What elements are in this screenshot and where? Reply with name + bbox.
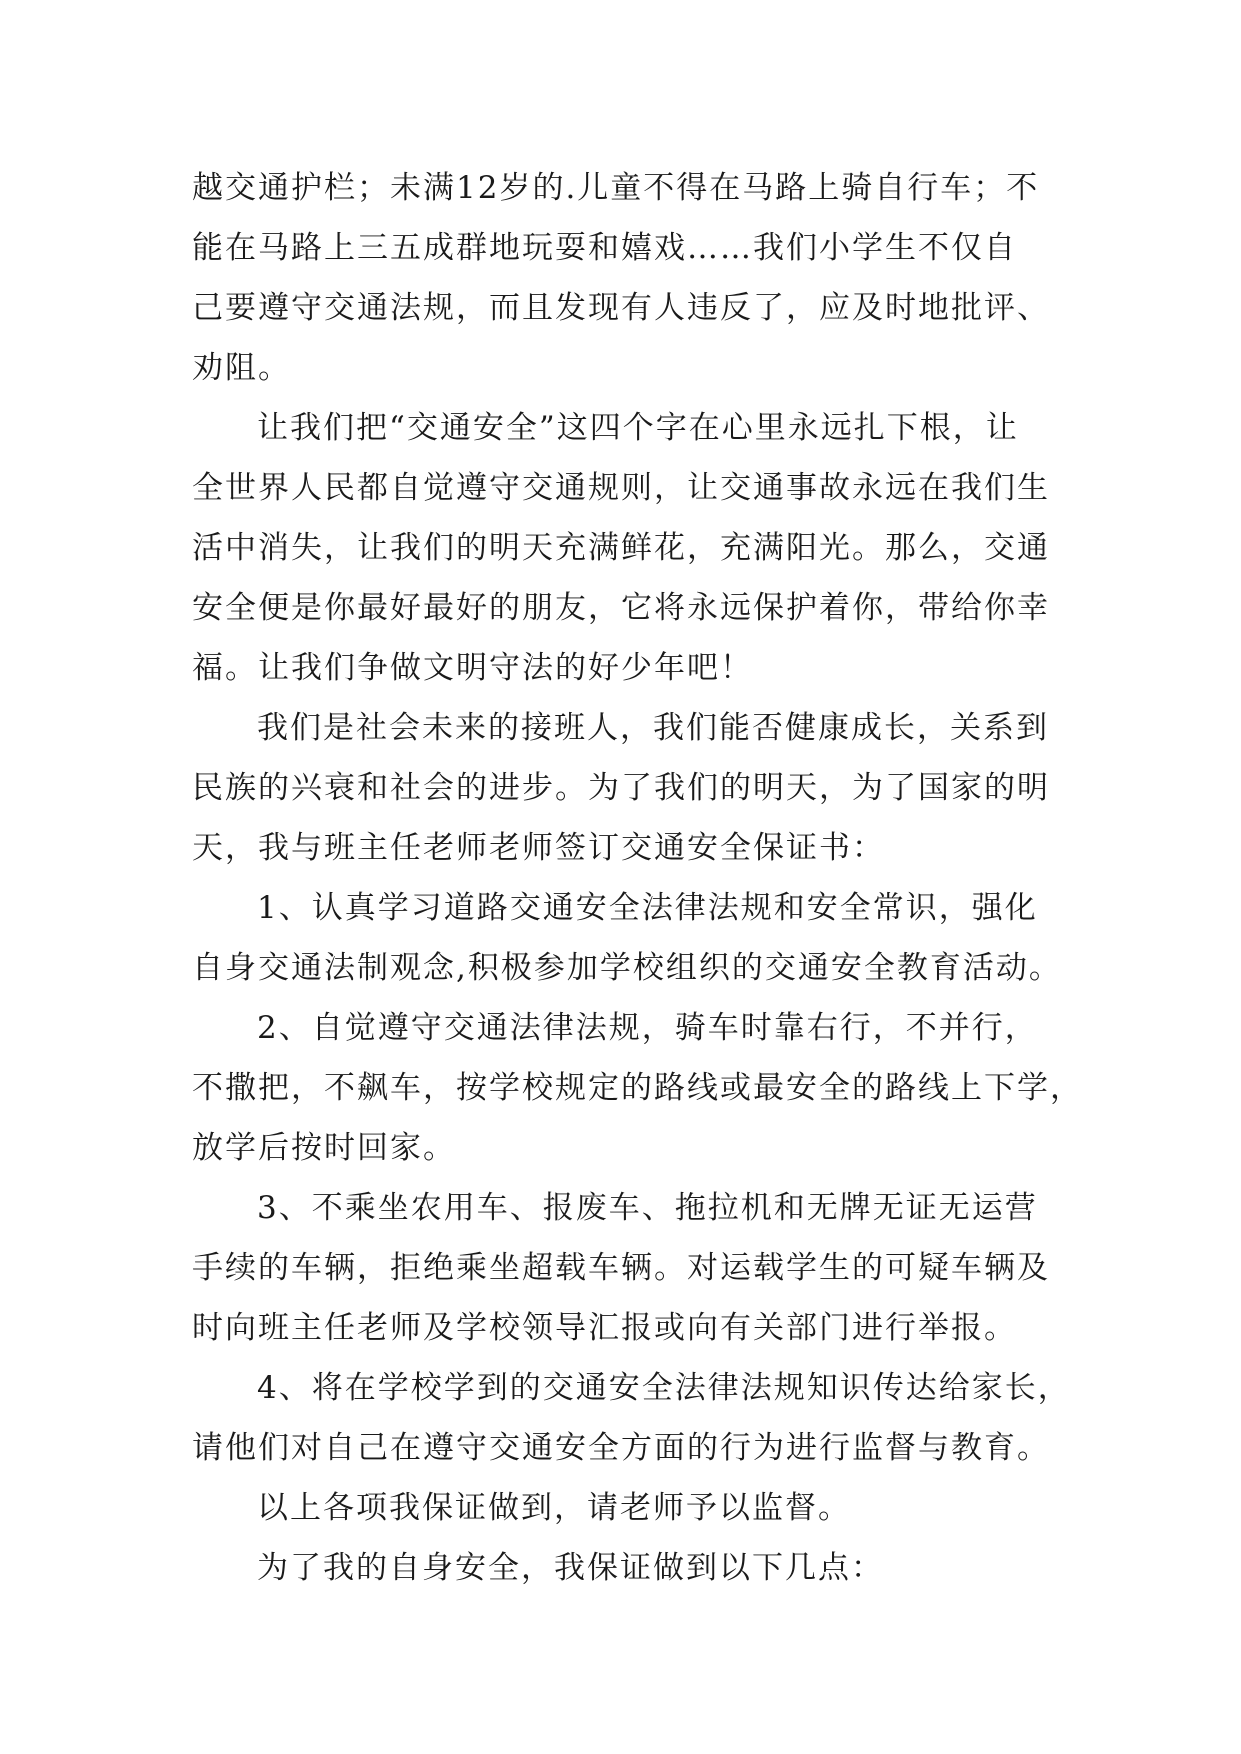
text-line: 1、认真学习道路交通安全法律法规和安全常识，强化	[257, 890, 1038, 926]
text-line: 3、不乘坐农用车、报废车、拖拉机和无牌无证无运营	[257, 1190, 1038, 1226]
text-line: 安全便是你最好最好的朋友，它将永远保护着你，带给你幸	[192, 590, 1050, 626]
text-line: 不撒把，不飙车，按学校规定的路线或最安全的路线上下学，	[192, 1070, 1083, 1106]
text-line: 己要遵守交通法规，而且发现有人违反了，应及时地批评、	[192, 290, 1050, 326]
text-line: 劝阻。	[192, 350, 291, 386]
text-line: 全世界人民都自觉遵守交通规则，让交通事故永远在我们生	[192, 470, 1050, 506]
text-line: 我们是社会未来的接班人，我们能否健康成长，关系到	[257, 710, 1049, 746]
text-line: 天，我与班主任老师老师签订交通安全保证书：	[192, 830, 885, 866]
text-line: 能在马路上三五成群地玩耍和嬉戏……我们小学生不仅自	[192, 230, 1017, 266]
text-line: 民族的兴衰和社会的进步。为了我们的明天，为了国家的明	[192, 770, 1050, 806]
text-line: 活中消失，让我们的明天充满鲜花，充满阳光。那么，交通	[192, 530, 1050, 566]
text-line: 自身交通法制观念,积极参加学校组织的交通安全教育活动。	[192, 950, 1062, 986]
text-line: 请他们对自己在遵守交通安全方面的行为进行监督与教育。	[192, 1430, 1050, 1466]
text-line: 让我们把“交通安全”这四个字在心里永远扎下根，让	[257, 410, 1019, 446]
text-line: 4、将在学校学到的交通安全法律法规知识传达给家长，	[257, 1370, 1071, 1406]
text-line: 放学后按时回家。	[192, 1130, 456, 1166]
text-line: 以上各项我保证做到，请老师予以监督。	[257, 1490, 851, 1526]
text-line: 福。让我们争做文明守法的好少年吧！	[192, 650, 753, 686]
text-line: 时向班主任老师及学校领导汇报或向有关部门进行举报。	[192, 1310, 1017, 1346]
text-line: 2、自觉遵守交通法律法规，骑车时靠右行，不并行，	[257, 1010, 1038, 1046]
text-line: 越交通护栏；未满12岁的.儿童不得在马路上骑自行车；不	[192, 170, 1040, 206]
text-line: 手续的车辆，拒绝乘坐超载车辆。对运载学生的可疑车辆及	[192, 1250, 1050, 1286]
text-line: 为了我的自身安全，我保证做到以下几点：	[257, 1550, 884, 1586]
